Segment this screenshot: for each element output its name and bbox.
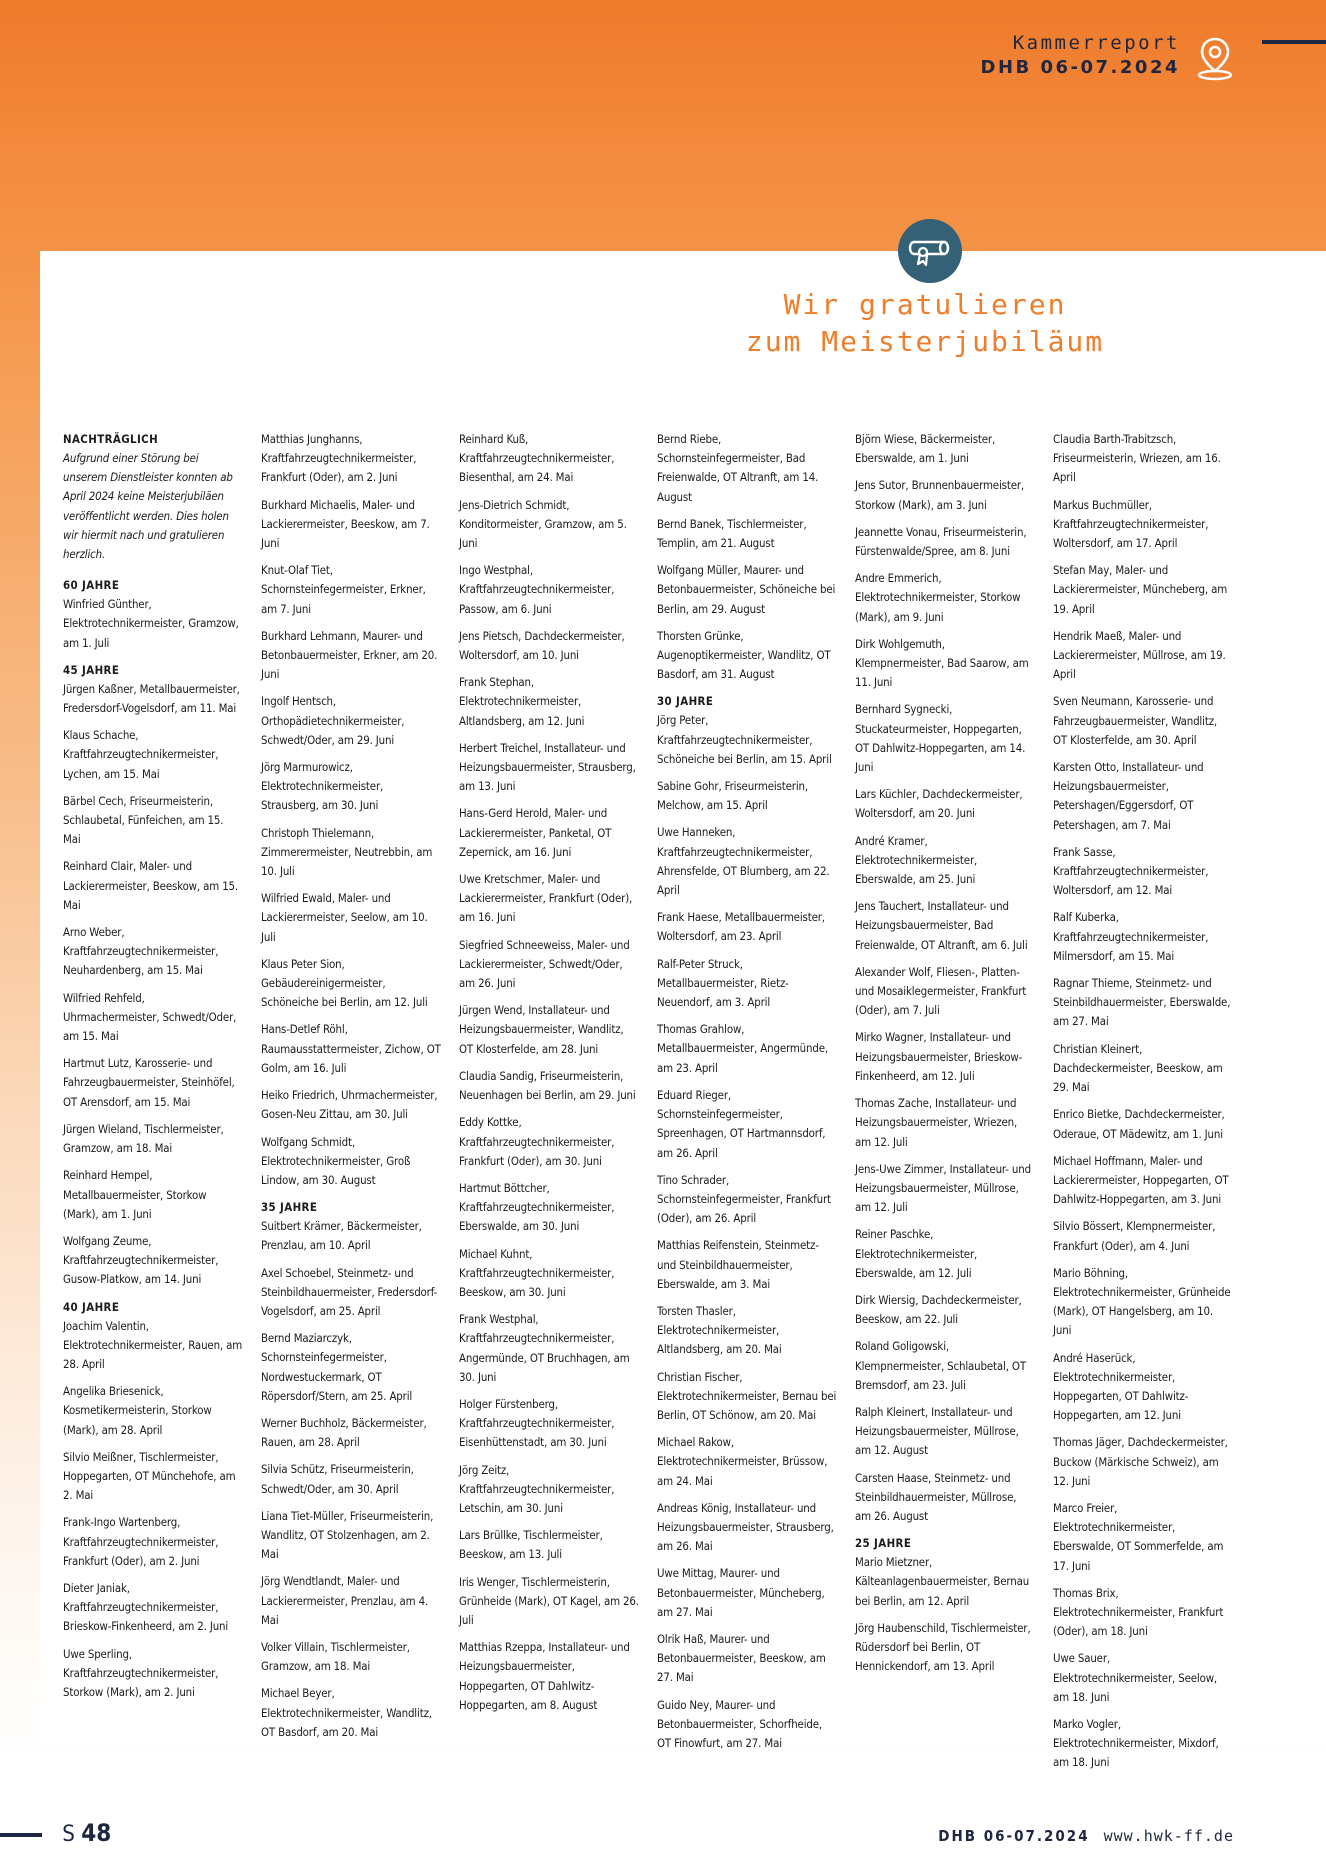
jubilee-entry: Jeannette Vonau, Friseurmeisterin, Fürstenwalde/Spree, am 8. Juni [855, 524, 1027, 559]
jubilee-entry: Hans-Gerd Herold, Maler- und Lackierermeister, Panketal, OT Zepernick, am 16. Juni [459, 806, 612, 859]
jubilee-entry: Hartmut Lutz, Karosserie- und Fahrzeugbauermeister, Steinhöfel, OT Arensdorf, am 15. Mai [63, 1056, 235, 1109]
jubilee-entry: Michael Kuhnt, Kraftfahrzeugtechnikermeister, Beeskow, am 30. Juni [459, 1246, 615, 1299]
jubilee-entry: Jens Sutor, Brunnenbauermeister, Storkow (Mark), am 3. Juni [855, 478, 1025, 512]
jubilee-entry: Dieter Janiak, Kraftfahrzeugtechnikermeister, Brieskow-Finkenheerd, am 2. Juni [63, 1580, 229, 1634]
jubilee-entry: Michael Hoffmann, Maler- und Lackierermeister, Hoppegarten, OT Dahlwitz-Hoppegarten, am 3. Juni [1053, 1153, 1229, 1207]
jubilee-entry: Herbert Treichel, Installateur- und Heizungsbauermeister, Strausberg, am 13. Juni [459, 740, 636, 794]
jubilee-entry: Guido Ney, Maurer- und Betonbauermeister, Schorfheide, OT Finowfurt, am 27. Mai [657, 1697, 823, 1750]
header-rule [1262, 40, 1326, 44]
jubilee-entry: Jürgen Wend, Installateur- und Heizungsbauermeister, Wandlitz, OT Klosterfelde, am 28. Juni [459, 1003, 624, 1056]
jubilee-entry: Uwe Hanneken, Kraftfahrzeugtechnikermeister, Ahrensfelde, OT Blumberg, am 22. April [657, 825, 830, 898]
section-heading: 30 JAHRE [657, 694, 714, 709]
jubilee-entry: Dirk Wiersig, Dachdeckermeister, Beeskow, am 22. Juli [855, 1292, 1022, 1327]
jubilee-entry: Karsten Otto, Installateur- und Heizungsbauermeister, Petershagen/Eggersdorf, OT Petershagen, am 7. Mai [1053, 760, 1204, 832]
jubilee-entry: Uwe Kretschmer, Maler- und Lackierermeister, Frankfurt (Oder), am 16. Juni [459, 872, 633, 925]
page-title [700, 286, 1150, 360]
jubilee-entry: Marko Vogler, Elektrotechnikermeister, Mixdorf, am 18. Juni [1053, 1716, 1219, 1770]
jubilee-entry: Volker Villain, Tischlermeister, Gramzow, am 18. Mai [261, 1639, 410, 1674]
jubilee-entry: Iris Wenger, Tischlermeisterin, Grünheide (Mark), OT Kagel, am 26. Juli [459, 1574, 639, 1627]
jubilee-entry: Sven Neumann, Karosserie- und Fahrzeugbauermeister, Wandlitz, OT Klosterfelde, am 30. April [1053, 694, 1218, 747]
title-line-1: Wir gratulieren [783, 288, 1067, 321]
jubilee-entry: Michael Beyer, Elektrotechnikermeister, Wandlitz, OT Basdorf, am 20. Mai [261, 1686, 432, 1739]
jubilee-entry: Matthias Junghanns, Kraftfahrzeugtechnikermeister, Frankfurt (Oder), am 2. Juni [261, 432, 417, 485]
jubilee-entry: Wilfried Ewald, Maler- und Lackierermeister, Seelow, am 10. Juli [261, 891, 428, 944]
jubilee-entry: Siegfried Schneeweiss, Maler- und Lackierermeister, Schwedt/Oder, am 26. Juni [459, 937, 630, 991]
jubilee-entry: Jörg Zeitz, Kraftfahrzeugtechnikermeister, Letschin, am 30. Juni [459, 1462, 615, 1515]
jubilee-entry: Liana Tiet-Müller, Friseurmeisterin, Wandlitz, OT Stolzenhagen, am 2. Mai [261, 1508, 434, 1562]
jubilee-entry: Eddy Kottke, Kraftfahrzeugtechnikermeister, Frankfurt (Oder), am 30. Juni [459, 1115, 615, 1168]
column-2 [261, 430, 441, 1750]
jubilee-entry: Sabine Gohr, Friseurmeisterin, Melchow, am 15. April [657, 779, 809, 813]
jubilee-entry: Dirk Wohlgemuth, Klempnermeister, Bad Saarow, am 11. Juni [855, 636, 1029, 690]
jubilee-entry: Stefan May, Maler- und Lackierermeister, Müncheberg, am 19. April [1053, 563, 1228, 616]
section-heading: 40 JAHRE [63, 1299, 120, 1314]
jubilee-entry: Andreas König, Installateur- und Heizungsbauermeister, Strausberg, am 26. Mai [657, 1500, 834, 1554]
jubilee-entry: Eduard Rieger, Schornsteinfegermeister, Spreenhagen, OT Hartmannsdorf, am 26. April [657, 1087, 826, 1160]
jubilee-entry: Tino Schrader, Schornsteinfegermeister, Frankfurt (Oder), am 26. April [657, 1172, 831, 1226]
footer-info [938, 1826, 1234, 1846]
section-heading: 35 JAHRE [261, 1200, 318, 1215]
jubilee-entry: Silvio Bössert, Klempnermeister, Frankfurt (Oder), am 4. Juni [1053, 1219, 1216, 1253]
jubilee-entry: Alexander Wolf, Fliesen-, Platten- und Mosaiklegermeister, Frankfurt (Oder), am 7. Juli [855, 964, 1027, 1018]
jubilee-entry: Ralph Kleinert, Installateur- und Heizungsbauermeister, Müllrose, am 12. August [855, 1404, 1019, 1458]
jubilee-entry: Jens Pietsch, Dachdeckermeister, Woltersdorf, am 10. Juni [459, 628, 625, 663]
jubilee-entry: Thomas Zache, Installateur- und Heizungsbauermeister, Wriezen, am 12. Juli [855, 1096, 1018, 1149]
jubilee-entry: Jürgen Wieland, Tischlermeister, Gramzow, am 18. Mai [63, 1121, 224, 1156]
jubilee-entry: Hendrik Maeß, Maler- und Lackierermeister, Müllrose, am 19. April [1053, 628, 1226, 682]
jubilee-entry: Arno Weber, Kraftfahrzeugtechnikermeister, Neuhardenberg, am 15. Mai [63, 925, 219, 978]
jubilee-entry: Ingolf Hentsch, Orthopädietechnikermeister, Schwedt/Oder, am 29. Juni [261, 694, 405, 747]
section-heading: 60 JAHRE [63, 578, 120, 593]
jubilee-entry: Christoph Thielemann, Zimmerermeister, Neutrebbin, am 10. Juli [261, 825, 433, 879]
jubilee-entry: Wolfgang Müller, Maurer- und Betonbauermeister, Schöneiche bei Berlin, am 29. August [657, 563, 836, 616]
jubilee-entry: Frank Haese, Metallbauermeister, Woltersdorf, am 23. April [657, 910, 825, 944]
jubilee-entry: Wolfgang Zeume, Kraftfahrzeugtechnikermeister, Gusow-Platkow, am 14. Juni [63, 1233, 219, 1287]
jubilee-entry: Frank Sasse, Kraftfahrzeugtechnikermeister, Woltersdorf, am 12. Mai [1053, 844, 1209, 898]
section-heading: 45 JAHRE [63, 662, 120, 677]
jubilee-entry: Thomas Jäger, Dachdeckermeister, Buckow (Märkische Schweiz), am 12. Juni [1053, 1435, 1228, 1488]
jubilee-entry: Angelika Briesenick, Kosmetikermeisterin, Storkow (Mark), am 28. April [63, 1384, 212, 1437]
jubilee-entry: Bernd Maziarczyk, Schornsteinfegermeister, Nordwestuckermark, OT Röpersdorf/Stern, am 25. April [261, 1331, 413, 1403]
jubilee-entry: Suitbert Krämer, Bäckermeister, Prenzlau, am 10. April [261, 1219, 422, 1253]
jubilee-entry: Reinhard Hempel, Metallbauermeister, Storkow (Mark), am 1. Juni [63, 1168, 207, 1221]
certificate-badge [898, 219, 962, 283]
jubilee-entry: Björn Wiese, Bäckermeister, Eberswalde, am 1. Juni [855, 432, 996, 466]
jubilee-entry: Roland Goligowski, Klempnermeister, Schlaubetal, OT Bremsdorf, am 23. Juli [855, 1339, 1026, 1392]
jubilee-columns [63, 430, 1243, 1770]
jubilee-entry: Axel Schoebel, Steinmetz- und Steinbildhauermeister, Fredersdorf-Vogelsdorf, am 25. April [261, 1265, 438, 1318]
jubilee-entry: Klaus Schache, Kraftfahrzeugtechnikermeister, Lychen, am 15. Mai [63, 728, 219, 781]
jubilee-entry: Reiner Paschke, Elektrotechnikermeister, Eberswalde, am 12. Juli [855, 1227, 978, 1280]
jubilee-entry: Mario Mietzner, Kälteanlagenbauermeister, Bernau bei Berlin, am 12. April [855, 1555, 1030, 1608]
jubilee-entry: Ingo Westphal, Kraftfahrzeugtechnikermeister, Passow, am 6. Juni [459, 563, 615, 616]
jubilee-entry: Jörg Peter, Kraftfahrzeugtechnikermeister, Schöneiche bei Berlin, am 15. April [657, 713, 832, 766]
jubilee-entry: Burkhard Michaelis, Maler- und Lackierermeister, Beeskow, am 7. Juni [261, 497, 430, 551]
jubilee-entry: Uwe Sauer, Elektrotechnikermeister, Seelow, am 18. Juni [1053, 1651, 1218, 1704]
jubilee-entry: Matthias Reifenstein, Steinmetz- und Steinbildhauermeister, Eberswalde, am 3. Mai [657, 1238, 819, 1291]
jubilee-entry: Uwe Sperling, Kraftfahrzeugtechnikermeister, Storkow (Mark), am 2. Juni [63, 1646, 219, 1699]
jubilee-entry: Jörg Wendtlandt, Maler- und Lackierermeister, Prenzlau, am 4. Mai [261, 1574, 429, 1627]
jubilee-entry: Olrik Haß, Maurer- und Betonbauermeister, Beeskow, am 27. Mai [657, 1631, 826, 1685]
jubilee-entry: Lars Küchler, Dachdeckermeister, Woltersdorf, am 20. Juni [855, 787, 1023, 821]
jubilee-entry: Ralf-Peter Struck, Metallbauermeister, Rietz-Neuendorf, am 3. April [657, 956, 789, 1010]
jubilee-entry: Wolfgang Schmidt, Elektrotechnikermeister, Groß Lindow, am 30. August [261, 1134, 411, 1187]
jubilee-entry: Bernd Banek, Tischlermeister, Templin, am 21. August [657, 516, 807, 551]
jubilee-entry: Thorsten Grünke, Augenoptikermeister, Wandlitz, OT Basdorf, am 31. August [657, 628, 831, 682]
issue-label: DHB 06-07.2024 [980, 57, 1180, 78]
jubilee-entry: Jörg Haubenschild, Tischlermeister, Rüdersdorf bei Berlin, OT Hennickendorf, am 13. April [855, 1620, 1031, 1674]
footer-issue: DHB 06-07.2024 [938, 1827, 1090, 1845]
column-3 [459, 430, 639, 1723]
jubilee-entry: Claudia Sandig, Friseurmeisterin, Neuenhagen bei Berlin, am 29. Juni [459, 1068, 636, 1103]
jubilee-entry: Markus Buchmüller, Kraftfahrzeugtechnikermeister, Woltersdorf, am 17. April [1053, 497, 1209, 551]
jubilee-entry: Uwe Mittag, Maurer- und Betonbauermeister, Müncheberg, am 27. Mai [657, 1566, 825, 1619]
jubilee-entry: Knut-Olaf Tiet, Schornsteinfegermeister, Erkner, am 7. Juni [261, 563, 426, 616]
jubilee-entry: Jens-Uwe Zimmer, Installateur- und Heizungsbauermeister, Müllrose, am 12. Juli [855, 1161, 1031, 1215]
column-5 [855, 430, 1035, 1684]
jubilee-entry: Mario Böhning, Elektrotechnikermeister, Grünheide (Mark), OT Hangelsberg, am 10. Juni [1053, 1265, 1231, 1338]
jubilee-entry: Reinhard Clair, Maler- und Lackierermeister, Beeskow, am 15. Mai [63, 859, 239, 912]
jubilee-entry: Silvio Meißner, Tischlermeister, Hoppegarten, OT Münchehofe, am 2. Mai [63, 1449, 236, 1503]
jubilee-entry: Wilfried Rehfeld, Uhrmachermeister, Schwedt/Oder, am 15. Mai [63, 990, 237, 1044]
jubilee-entry: Frank Westphal, Kraftfahrzeugtechnikermeister, Angermünde, OT Bruchhagen, am 30. Juni [459, 1312, 630, 1384]
section-heading: 25 JAHRE [855, 1536, 912, 1551]
jubilee-entry: Mirko Wagner, Installateur- und Heizungsbauermeister, Brieskow-Finkenheerd, am 12. Juli [855, 1030, 1023, 1083]
jubilee-entry: Carsten Haase, Steinmetz- und Steinbildhauermeister, Müllrose, am 26. August [855, 1470, 1017, 1523]
jubilee-entry: Bernd Riebe, Schornsteinfegermeister, Bad Freienwalde, OT Altranft, am 14. August [657, 432, 819, 504]
jubilee-entry: Jürgen Kaßner, Metallbauermeister, Fredersdorf-Vogelsdorf, am 11. Mai [63, 681, 240, 716]
jubilee-entry: Silvia Schütz, Friseurmeisterin, Schwedt/Oder, am 30. April [261, 1462, 414, 1496]
jubilee-entry: Klaus Peter Sion, Gebäudereinigermeister, Schöneiche bei Berlin, am 12. Juli [261, 956, 428, 1010]
jubilee-entry: Michael Rakow, Elektrotechnikermeister, Brüssow, am 24. Mai [657, 1435, 828, 1488]
jubilee-entry: Joachim Valentin, Elektrotechnikermeister, Rauen, am 28. April [63, 1318, 243, 1371]
jubilee-entry: André Haserück, Elektrotechnikermeister, Hoppegarten, OT Dahlwitz-Hoppegarten, am 12. Juni [1053, 1350, 1189, 1423]
jubilee-entry: Bärbel Cech, Friseurmeisterin, Schlaubetal, Fünfeichen, am 15. Mai [63, 793, 224, 847]
column-6 [1053, 430, 1233, 1781]
jubilee-entry: Lars Brüllke, Tischlermeister, Beeskow, am 13. Juli [459, 1528, 603, 1562]
page-number-value: 48 [81, 1819, 112, 1847]
footer-url[interactable]: www.hwk-ff.de [1103, 1827, 1234, 1845]
jubilee-entry: Jens-Dietrich Schmidt, Konditormeister, Gramzow, am 5. Juni [459, 497, 627, 551]
jubilee-entry: Werner Buchholz, Bäckermeister, Rauen, am 28. April [261, 1415, 427, 1450]
jubilee-entry: Christian Kleinert, Dachdeckermeister, Beeskow, am 29. Mai [1053, 1041, 1223, 1095]
jubilee-entry: Hans-Detlef Röhl, Raumausstattermeister, Zichow, OT Golm, am 16. Juli [261, 1022, 441, 1075]
jubilee-entry: Thomas Brix, Elektrotechnikermeister, Frankfurt (Oder), am 18. Juni [1053, 1585, 1224, 1639]
jubilee-entry: Burkhard Lehmann, Maurer- und Betonbauermeister, Erkner, am 20. Juni [261, 628, 438, 682]
jubilee-entry: Andre Emmerich, Elektrotechnikermeister, Storkow (Mark), am 9. Juni [855, 571, 1021, 624]
jubilee-entry: Holger Fürstenberg, Kraftfahrzeugtechnikermeister, Eisenhüttenstadt, am 30. Juni [459, 1396, 615, 1450]
jubilee-entry: Thomas Grahlow, Metallbauermeister, Angermünde, am 23. April [657, 1022, 828, 1075]
page-number [62, 1818, 111, 1850]
jubilee-entry: Jörg Marmurowicz, Elektrotechnikermeister, Strausberg, am 30. Juni [261, 760, 384, 813]
jubilee-entry: Reinhard Kuß, Kraftfahrzeugtechnikermeister, Biesenthal, am 24. Mai [459, 432, 615, 485]
jubilee-entry: Ralf Kuberka, Kraftfahrzeugtechnikermeister, Milmersdorf, am 15. Mai [1053, 910, 1209, 963]
location-pin-icon [1194, 35, 1236, 83]
jubilee-entry: Frank Stephan, Elektrotechnikermeister, Altlandsberg, am 12. Juni [459, 675, 585, 728]
jubilee-entry: Christian Fischer, Elektrotechnikermeister, Bernau bei Berlin, OT Schönow, am 20. Mai [657, 1369, 837, 1422]
jubilee-entry: Jens Tauchert, Installateur- und Heizungsbauermeister, Bad Freienwalde, OT Altranft, am 6. Juli [855, 899, 1028, 952]
title-line-2: zum Meisterjubiläum [745, 325, 1105, 358]
jubilee-entry: André Kramer, Elektrotechnikermeister, Eberswalde, am 25. Juni [855, 833, 978, 887]
jubilee-entry: Bernhard Sygnecki, Stuckateurmeister, Hoppegarten, OT Dahlwitz-Hoppegarten, am 14. Juni [855, 702, 1026, 775]
jubilee-entry: Hartmut Böttcher, Kraftfahrzeugtechnikermeister, Eberswalde, am 30. Juni [459, 1180, 615, 1234]
footer-rule [0, 1833, 42, 1837]
section-heading: NACHTRÄGLICH [63, 432, 159, 446]
column-4 [657, 430, 837, 1761]
column-1 [63, 430, 243, 1710]
intro-note: Aufgrund einer Störung bei unserem Dienstleister konnten ab April 2024 keine Meisterjubiläen veröffentlicht werden. Dies holen wir hiermit nach und gratulieren herzlich. [63, 451, 233, 562]
jubilee-entry: Heiko Friedrich, Uhrmachermeister, Gosen-Neu Zittau, am 30. Juli [261, 1088, 438, 1122]
section-name: Kammerreport [1012, 32, 1180, 54]
jubilee-entry: Frank-Ingo Wartenberg, Kraftfahrzeugtechnikermeister, Frankfurt (Oder), am 2. Juni [63, 1515, 219, 1568]
page-header [981, 30, 1181, 80]
jubilee-entry: Claudia Barth-Trabitzsch, Friseurmeisterin, Wriezen, am 16. April [1053, 432, 1221, 485]
certificate-scroll-icon [908, 234, 952, 268]
jubilee-entry: Enrico Bietke, Dachdeckermeister, Oderaue, OT Mädewitz, am 1. Juni [1053, 1107, 1225, 1141]
jubilee-entry: Marco Freier, Elektrotechnikermeister, Eberswalde, OT Sommerfelde, am 17. Juni [1053, 1500, 1224, 1573]
jubilee-entry: Winfried Günther, Elektrotechnikermeister, Gramzow, am 1. Juli [63, 597, 239, 650]
jubilee-entry: Matthias Rzeppa, Installateur- und Heizungsbauermeister, Hoppegarten, OT Dahlwitz-Hoppegarten, am 8. August [459, 1640, 630, 1712]
jubilee-entry: Torsten Thasler, Elektrotechnikermeister, Altlandsberg, am 20. Mai [657, 1303, 782, 1357]
page-prefix: S [62, 1822, 76, 1847]
jubilee-entry: Ragnar Thieme, Steinmetz- und Steinbildhauermeister, Eberswalde, am 27. Mai [1053, 976, 1231, 1029]
